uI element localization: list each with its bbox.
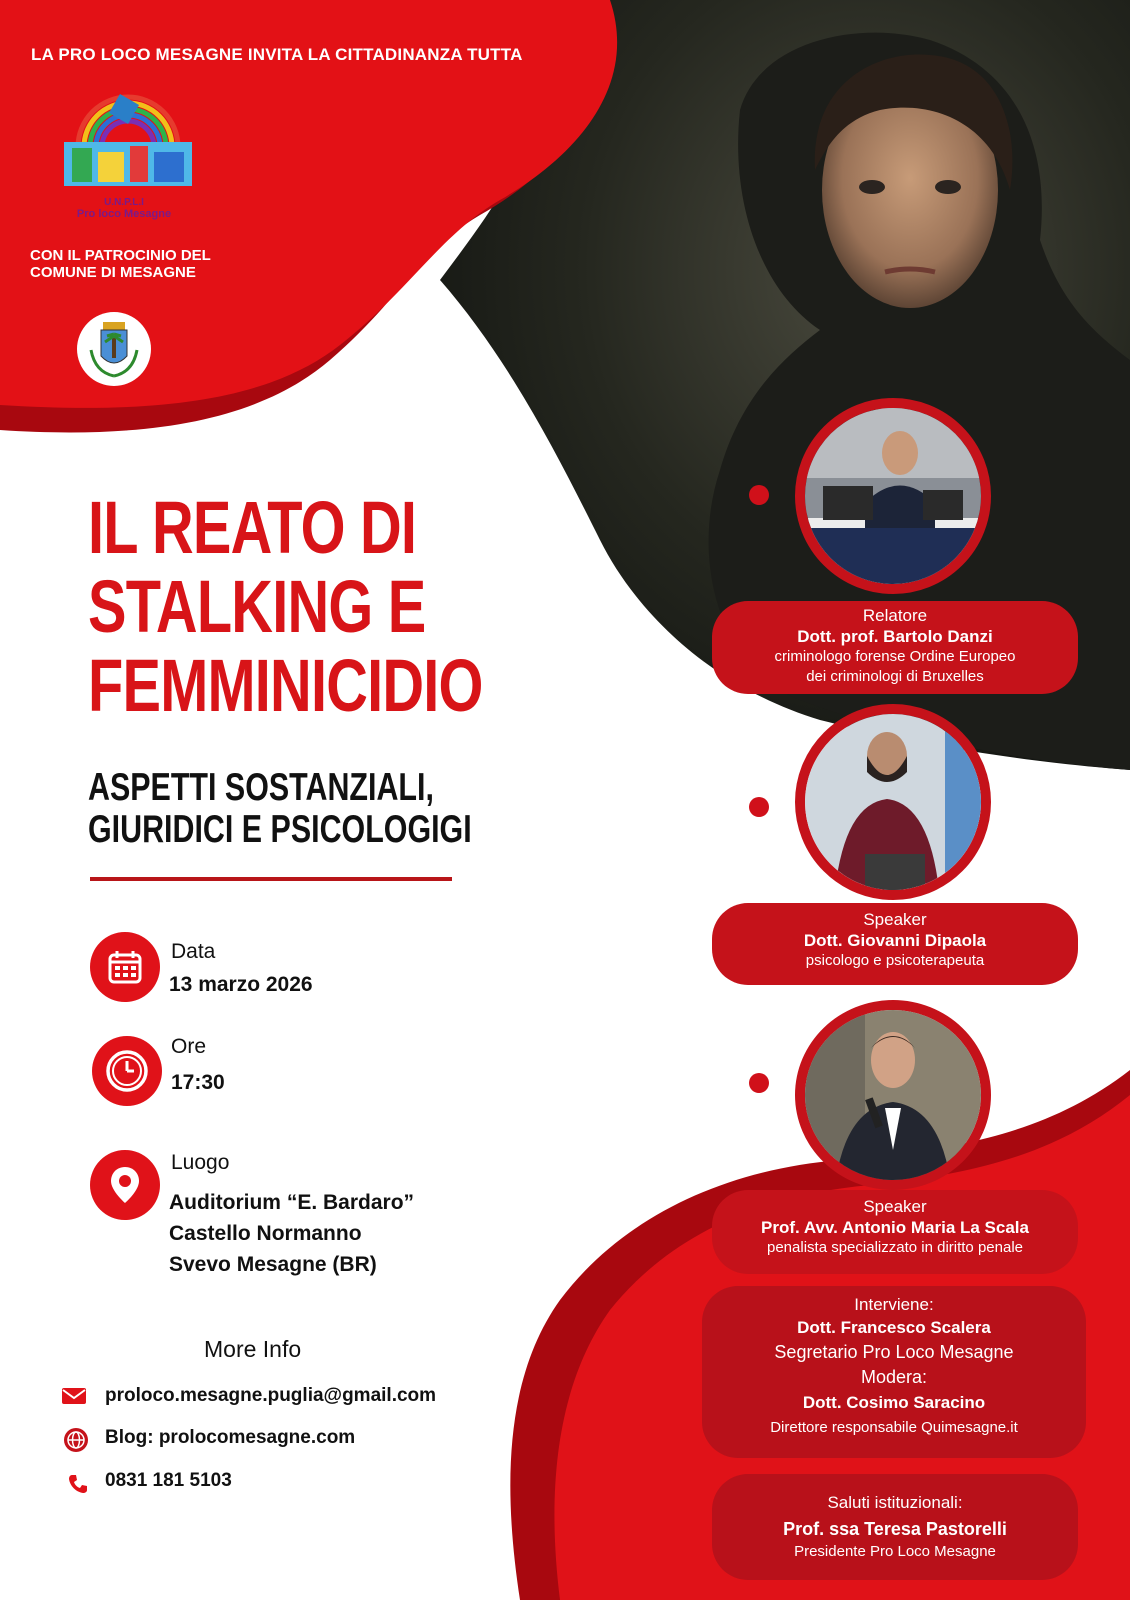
date-icon-badge [90,932,160,1002]
title-line-1: IL REATO DI [88,486,417,569]
comune-crest [77,312,151,386]
title-line-2: STALKING E [88,565,426,648]
speaker-3-role: Speaker [863,1197,927,1216]
place-address [169,1187,414,1280]
subtitle-line-1: ASPETTI SOSTANZIALI, [88,766,434,809]
place-label: Luogo [171,1151,230,1174]
place-line-2: Castello Normanno [169,1222,362,1245]
subtitle-line-2: GIURIDICI E PSICOLOGIGI [88,808,472,851]
place-line-3: Svevo Mesagne (BR) [169,1253,377,1276]
globe-icon [62,1426,90,1454]
speaker-1-dot [749,485,769,505]
speaker-1-name: Dott. prof. Bartolo Danzi [797,627,993,646]
speaker-3-desc-line-1: penalista specializzato in diritto penale [767,1239,1023,1256]
email-link[interactable]: proloco.mesagne.puglia@gmail.com [105,1385,437,1406]
speaker-1-desc-line-2: dei criminologi di Bruxelles [806,668,984,685]
place-line-1: Auditorium “E. Bardaro” [169,1191,415,1214]
title-line-3: FEMMINICIDIO [88,644,483,727]
greetings-card [712,1474,1078,1580]
interventions-card [702,1286,1086,1458]
speaker-1-photo [795,398,991,594]
patronage-line-2: COMUNE DI MESAGNE [30,264,196,281]
date-label: Data [171,940,216,963]
invitation-text: LA PRO LOCO MESAGNE INVITA LA CITTADINANZA TUTTA [31,45,523,64]
interviene-name: Dott. Francesco Scalera [797,1318,991,1337]
speaker-3-portrait [805,1010,981,1186]
speaker-3-photo [795,1000,991,1190]
time-icon-badge [92,1036,162,1106]
speaker-2-photo [795,704,991,900]
speaker-2-name: Dott. Giovanni Dipaola [803,931,987,950]
pro-loco-logo-icon [58,92,198,192]
greetings-name: Prof. ssa Teresa Pastorelli [783,1519,1007,1539]
phone-number[interactable]: 0831 181 5103 [105,1470,232,1491]
calendar-icon [106,948,144,986]
interviene-desc: Segretario Pro Loco Mesagne [774,1342,1014,1362]
speaker-2-card [712,903,1078,985]
place-icon-badge [90,1150,160,1220]
date-value: 13 marzo 2026 [169,973,313,996]
crest-icon [77,312,151,386]
speaker-1-desc-line-1: criminologo forense Ordine Europeo [774,648,1016,665]
speaker-1-card [712,601,1078,694]
more-info-heading: More Info [204,1336,302,1362]
blog-link[interactable]: Blog: prolocomesagne.com [105,1427,356,1448]
time-value: 17:30 [171,1071,225,1094]
modera-name: Dott. Cosimo Saracino [802,1393,986,1412]
event-subtitle [88,767,494,851]
phone-icon [64,1470,92,1498]
clock-icon [104,1048,150,1094]
speaker-2-role: Speaker [863,910,927,929]
speaker-1-portrait [805,408,981,584]
greetings-desc: Presidente Pro Loco Mesagne [794,1543,996,1560]
speaker-2-dot [749,797,769,817]
time-label: Ore [171,1035,207,1058]
event-title [88,488,572,725]
patronage-line-1: CON IL PATROCINIO DEL [30,247,211,264]
speaker-2-desc-line-1: psicologo e psicoterapeuta [805,952,985,969]
speaker-3-card [712,1190,1078,1274]
speaker-3-dot [749,1073,769,1093]
logo-label-1: U.N.P.L.I [104,197,144,208]
location-pin-icon [108,1165,142,1205]
interviene-label: Interviene: [854,1295,934,1314]
title-divider [90,877,452,881]
modera-label: Modera: [860,1367,928,1387]
speaker-2-portrait [805,714,981,890]
pro-loco-logo [58,92,198,220]
logo-label-2: Pro loco Mesagne [76,208,172,220]
speaker-3-name: Prof. Avv. Antonio Maria La Scala [761,1218,1029,1237]
email-icon [60,1382,88,1410]
patronage-text [30,247,290,281]
greetings-label: Saluti istituzionali: [827,1493,963,1512]
speaker-1-role: Relatore [862,606,928,625]
modera-desc: Direttore responsabile Quimesagne.it [770,1419,1018,1436]
